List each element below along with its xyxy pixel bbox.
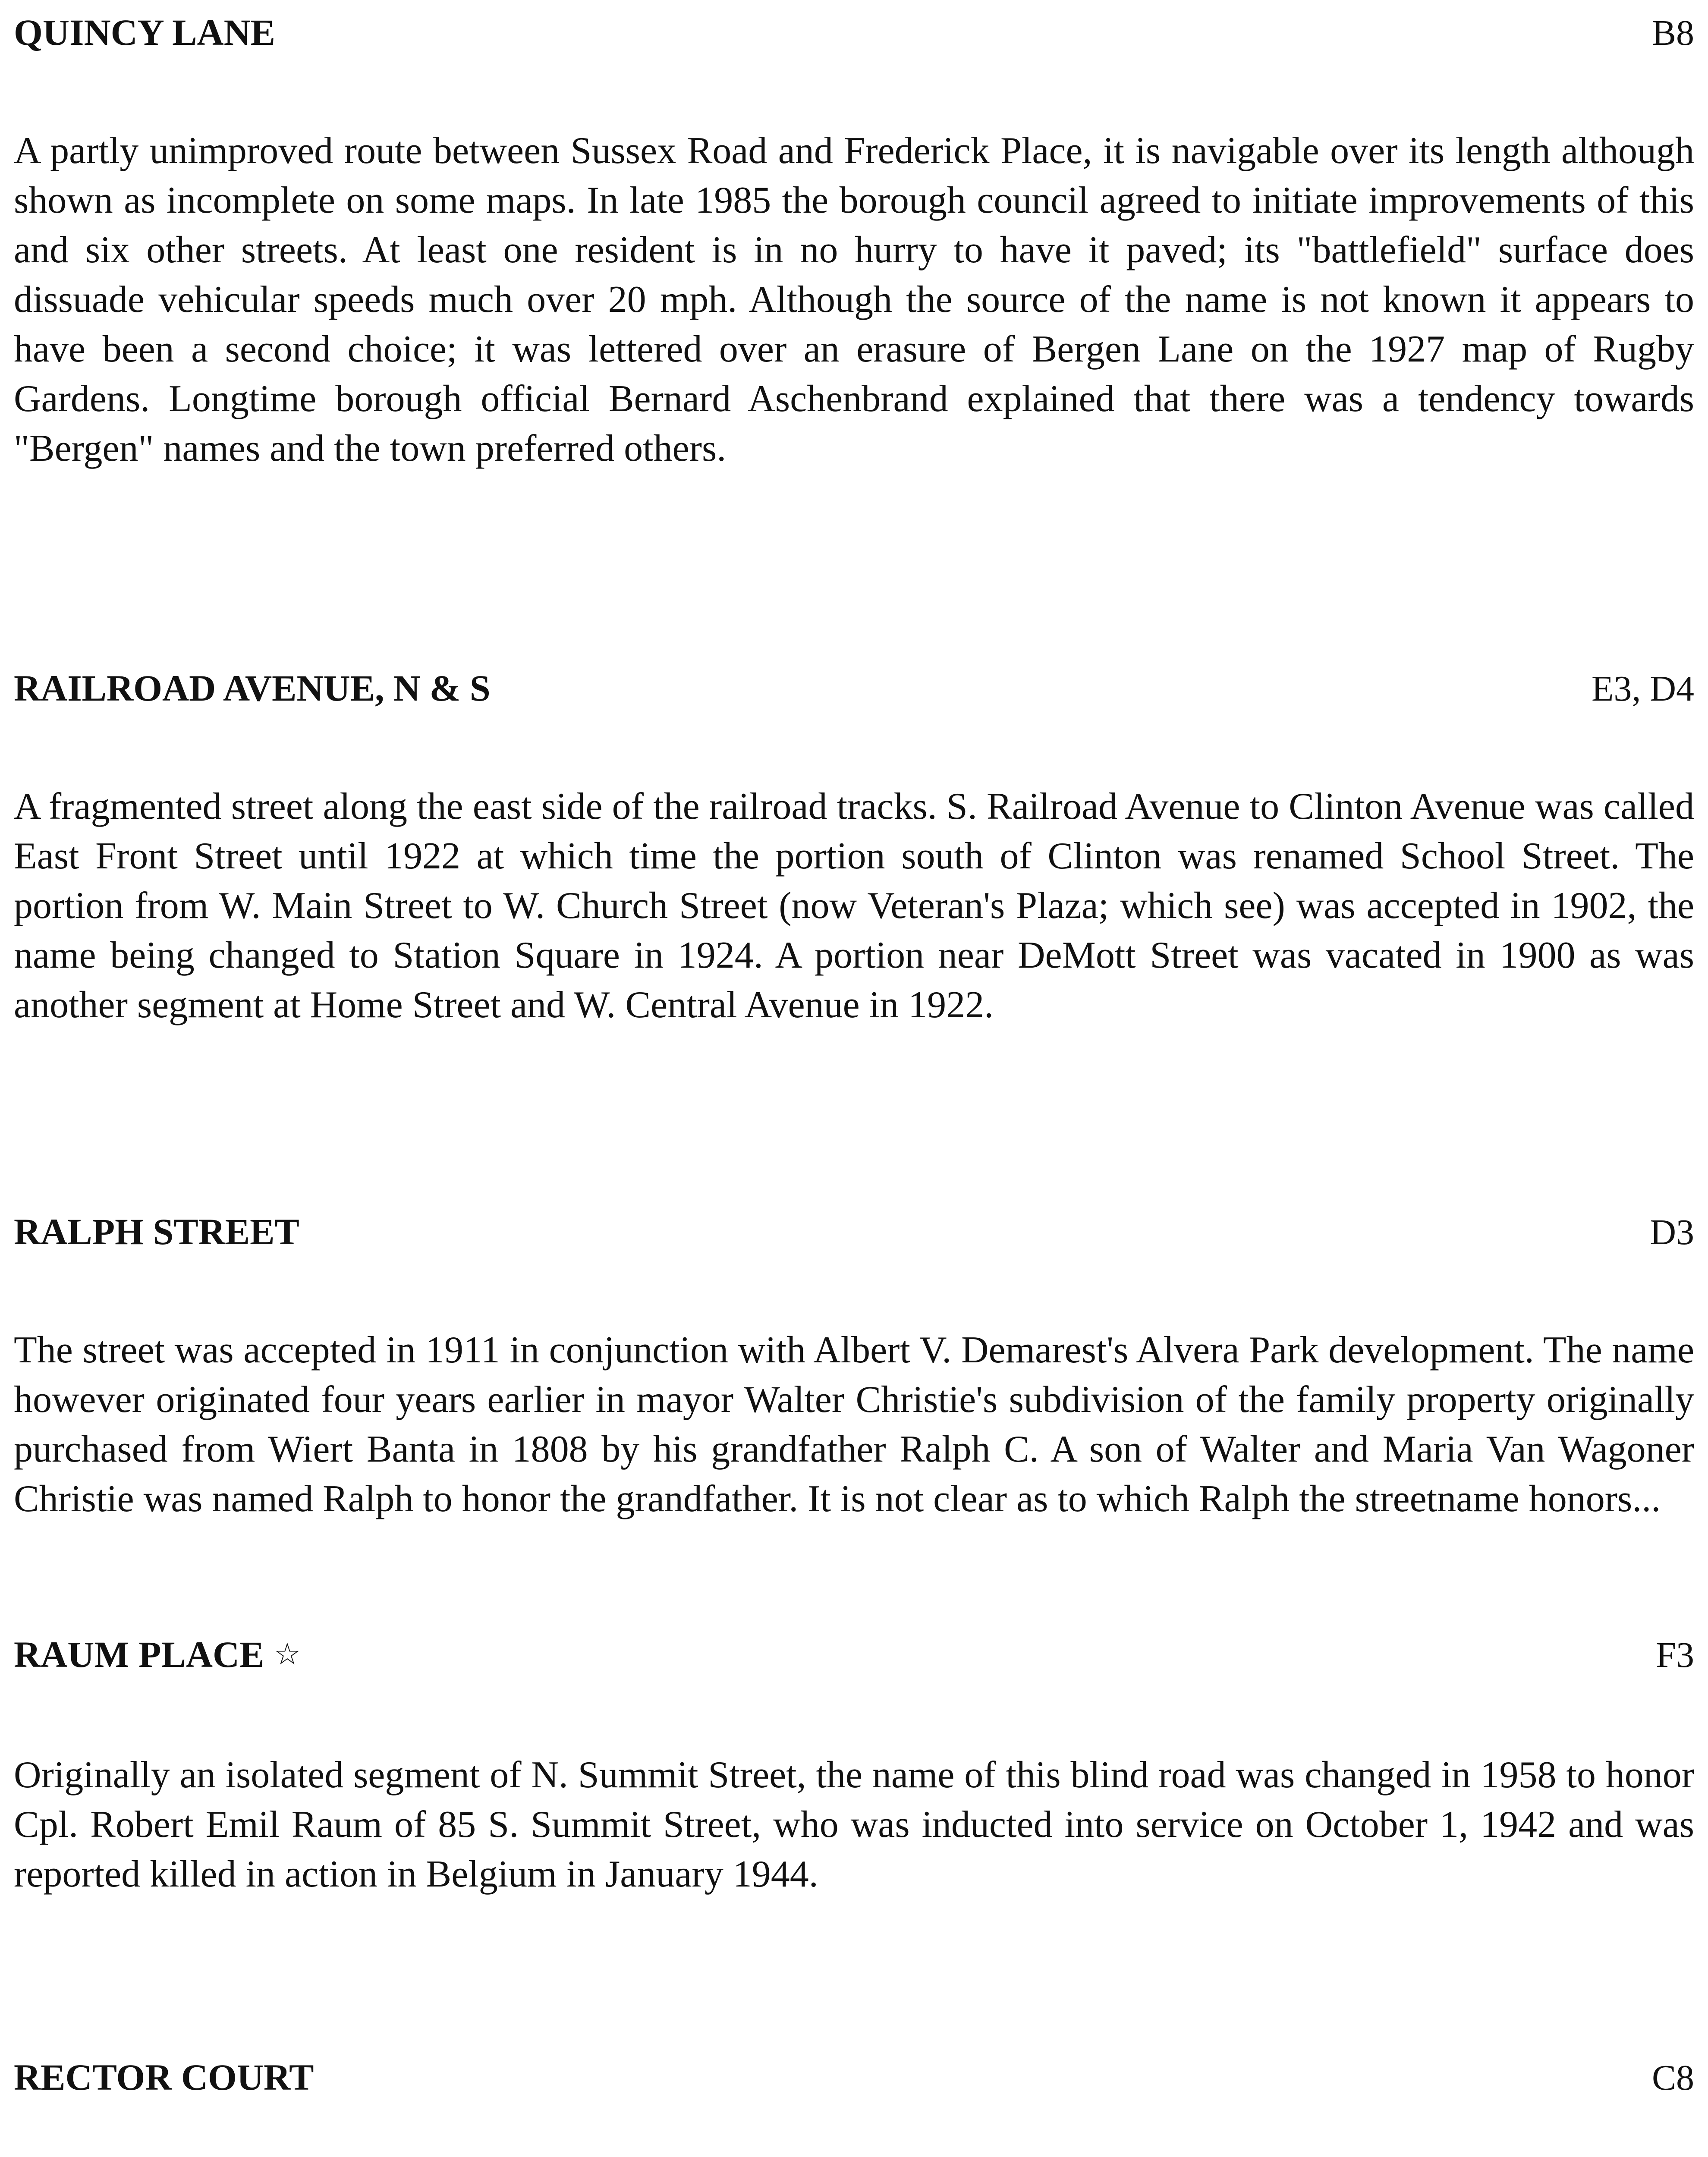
map-grid-reference: F3: [1656, 1635, 1694, 1675]
entry-heading: [14, 664, 1694, 713]
star-icon: ☆: [274, 1638, 301, 1671]
street-name: RALPH STREET: [14, 1211, 299, 1252]
entry-heading: [14, 1208, 1694, 1256]
street-entry-quincy-lane: [14, 9, 1694, 473]
entry-heading: [14, 9, 1694, 57]
map-grid-reference: C8: [1651, 2058, 1694, 2098]
map-grid-reference: B8: [1651, 13, 1694, 53]
map-grid-reference: E3, D4: [1592, 669, 1694, 709]
map-grid-reference: D3: [1650, 1212, 1694, 1252]
street-name: RAILROAD AVENUE, N & S: [14, 667, 491, 709]
entry-description: A partly unimproved route between Sussex Road and Frederick Place, it is navigable over its length although shown as incomplete on some maps. In late 1985 the borough council agreed to initiate improvements of this and six other streets. At least one resident is in no hurry to have it paved; its "battlefield" surface does dissuade vehicular speeds much over 20 mph. Although the source of the name is not known it appears to have been a second choice; it was lettered over an erasure of Bergen Lane on the 1927 map of Rugby Gardens. Longtime borough official Bernard Aschenbrand explained that there was a tendency towards "Bergen" names and the town preferred others.: [14, 130, 1694, 469]
entry-description: A fragmented street along the east side of the railroad tracks. S. Railroad Avenue to Clinton Avenue was called East Front Street until 1922 at which time the portion south of Clinton was renamed School Street. The portion from W. Main Street to W. Church Street (now Veteran's Plaza; which see) was accepted in 1902, the name being changed to Station Square in 1924. A portion near DeMott Street was vacated in 1900 as was another segment at Home Street and W. Central Avenue in 1922.: [14, 786, 1694, 1026]
street-name: QUINCY LANE: [14, 12, 276, 53]
entry-heading: [14, 1631, 1694, 1681]
street-entry-ralph-street: [14, 1208, 1694, 1524]
entry-description: Originally an isolated segment of N. Summit Street, the name of this blind road was changed in 1958 to honor Cpl. Robert Emil Raum of 85 S. Summit Street, who was inducted into service on October 1, 1942 and was reported killed in action in Belgium in January 1944.: [14, 1754, 1694, 1895]
street-name: RAUM PLACE ☆: [14, 1634, 301, 1675]
street-entry-raum-place: [14, 1631, 1694, 1899]
entry-heading: [14, 2053, 1694, 2102]
entry-description: The street was accepted in 1911 in conjunction with Albert V. Demarest's Alvera Park development. The name however originated four years earlier in mayor Walter Christie's subdivision of the family property originally purchased from Wiert Banta in 1808 by his grandfather Ralph C. A son of Walter and Maria Van Wagoner Christie was named Ralph to honor the grandfather. It is not clear as to which Ralph the streetname honors...: [14, 1329, 1694, 1520]
street-entry-railroad-avenue: [14, 664, 1694, 1030]
street-name: RECTOR COURT: [14, 2056, 314, 2098]
street-entry-rector-court: [14, 2053, 1694, 2157]
